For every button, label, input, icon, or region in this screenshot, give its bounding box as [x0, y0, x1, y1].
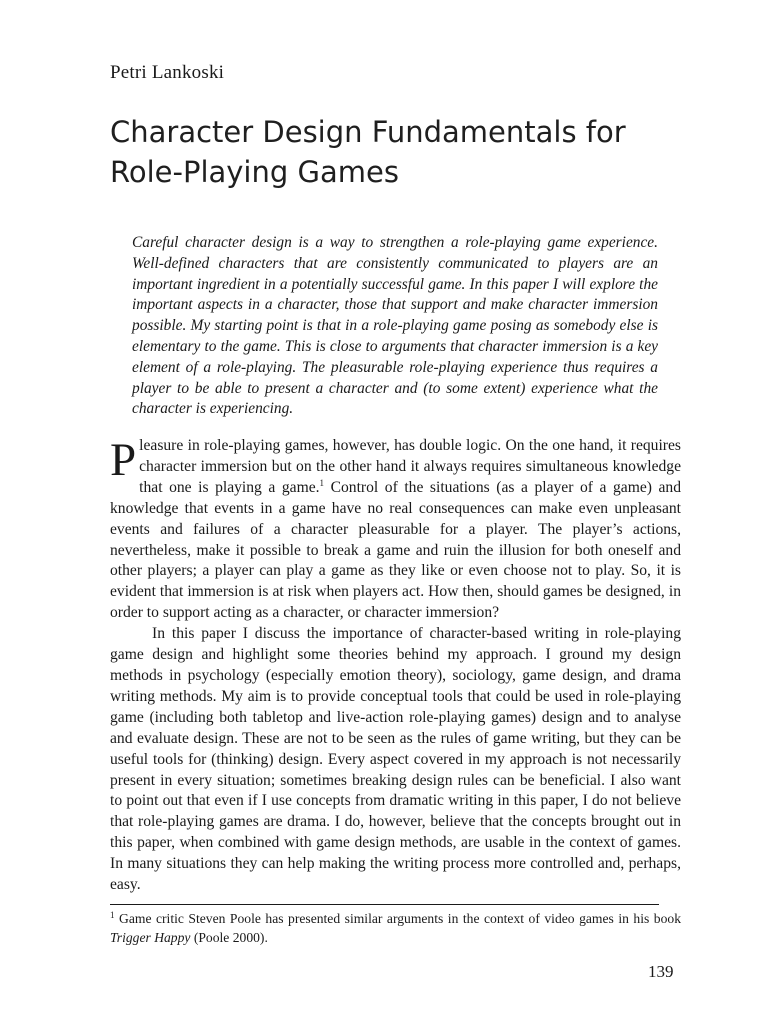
footnote-text-a: Game critic Steven Poole has presented similar arguments in the context of video games in his book [114, 911, 681, 926]
author-name: Petri Lankoski [110, 62, 225, 83]
body-text [110, 436, 681, 896]
footnote-text-b: (Poole 2000). [190, 929, 268, 945]
title-line-1: Character Design Fundamentals for [110, 115, 626, 149]
footnote-mark: 1 [110, 910, 115, 920]
paragraph-2: In this paper I discuss the importance of character-based writing in role-playing game design and highlight some theories behind my approach. I ground my design methods in psychology (especially emotion theory), sociology, game design, and drama writing methods. My aim is to provide conceptual tools that could be used in role-playing game (including both tabletop and live-action role-playing games) design and to analyse and evaluate design. These are not to be seen as the rules of game writing, but they can be useful tools for (thinking) design. Every aspect covered in my approach is not necessarily present in every situation; sometimes breaking design rules can be beneficial. I also want to point out that even if I use concepts from dramatic writing in this paper, I do not believe that role-playing games are drama. I do, however, believe that the concepts brought out in this paper, when combined with game design methods, are usable in the context of games. In many situations they can help making the writing process more controlled and, perhaps, easy. [110, 625, 681, 894]
paper-title [110, 112, 680, 192]
footnote-book-title: Trigger Happy [110, 929, 191, 945]
paragraph-1-text-a: leasure in role-playing games, however, has double logic. On the one hand, it requires character immersion but on the other hand it always requires simultaneous knowledge that one is playing a game. [139, 437, 681, 496]
abstract: Careful character design is a way to strengthen a role-playing game experience. Well-defined characters that are consistently communicated to players are an important ingredient in a potentially successful game. In this paper I will explore the important aspects in a character, those that support and make character immersion possible. My starting point is that in a role-playing game posing as somebody else is elementary to the game. This is close to arguments that character immersion is a key element of a role-playing. The pleasurable role-playing experience thus requires a player to be able to present a character and (to some extent) experience what the character is experiencing. [132, 234, 658, 418]
footnote [110, 910, 681, 947]
paragraph-1-text-b: Control of the situations (as a player of a game) and knowledge that events in a game have no real consequences can make even unpleasant events and failures of a character pleasurable for a player. The player’s actions, nevertheless, make it possible to break a game and ruin the illusion for both oneself and other players; a player can play a game as they like or even choose not to play. So, it is evident that immersion is at risk when players act. How then, should games be designed, in order to support acting as a character, or character immersion? [110, 478, 681, 622]
page-number: 139 [648, 962, 674, 981]
title-line-2: Role-Playing Games [110, 155, 399, 189]
footnote-divider [110, 904, 659, 905]
drop-cap: P [110, 434, 137, 486]
paragraph-1 [110, 436, 681, 624]
footnote-reference: 1 [319, 477, 325, 488]
